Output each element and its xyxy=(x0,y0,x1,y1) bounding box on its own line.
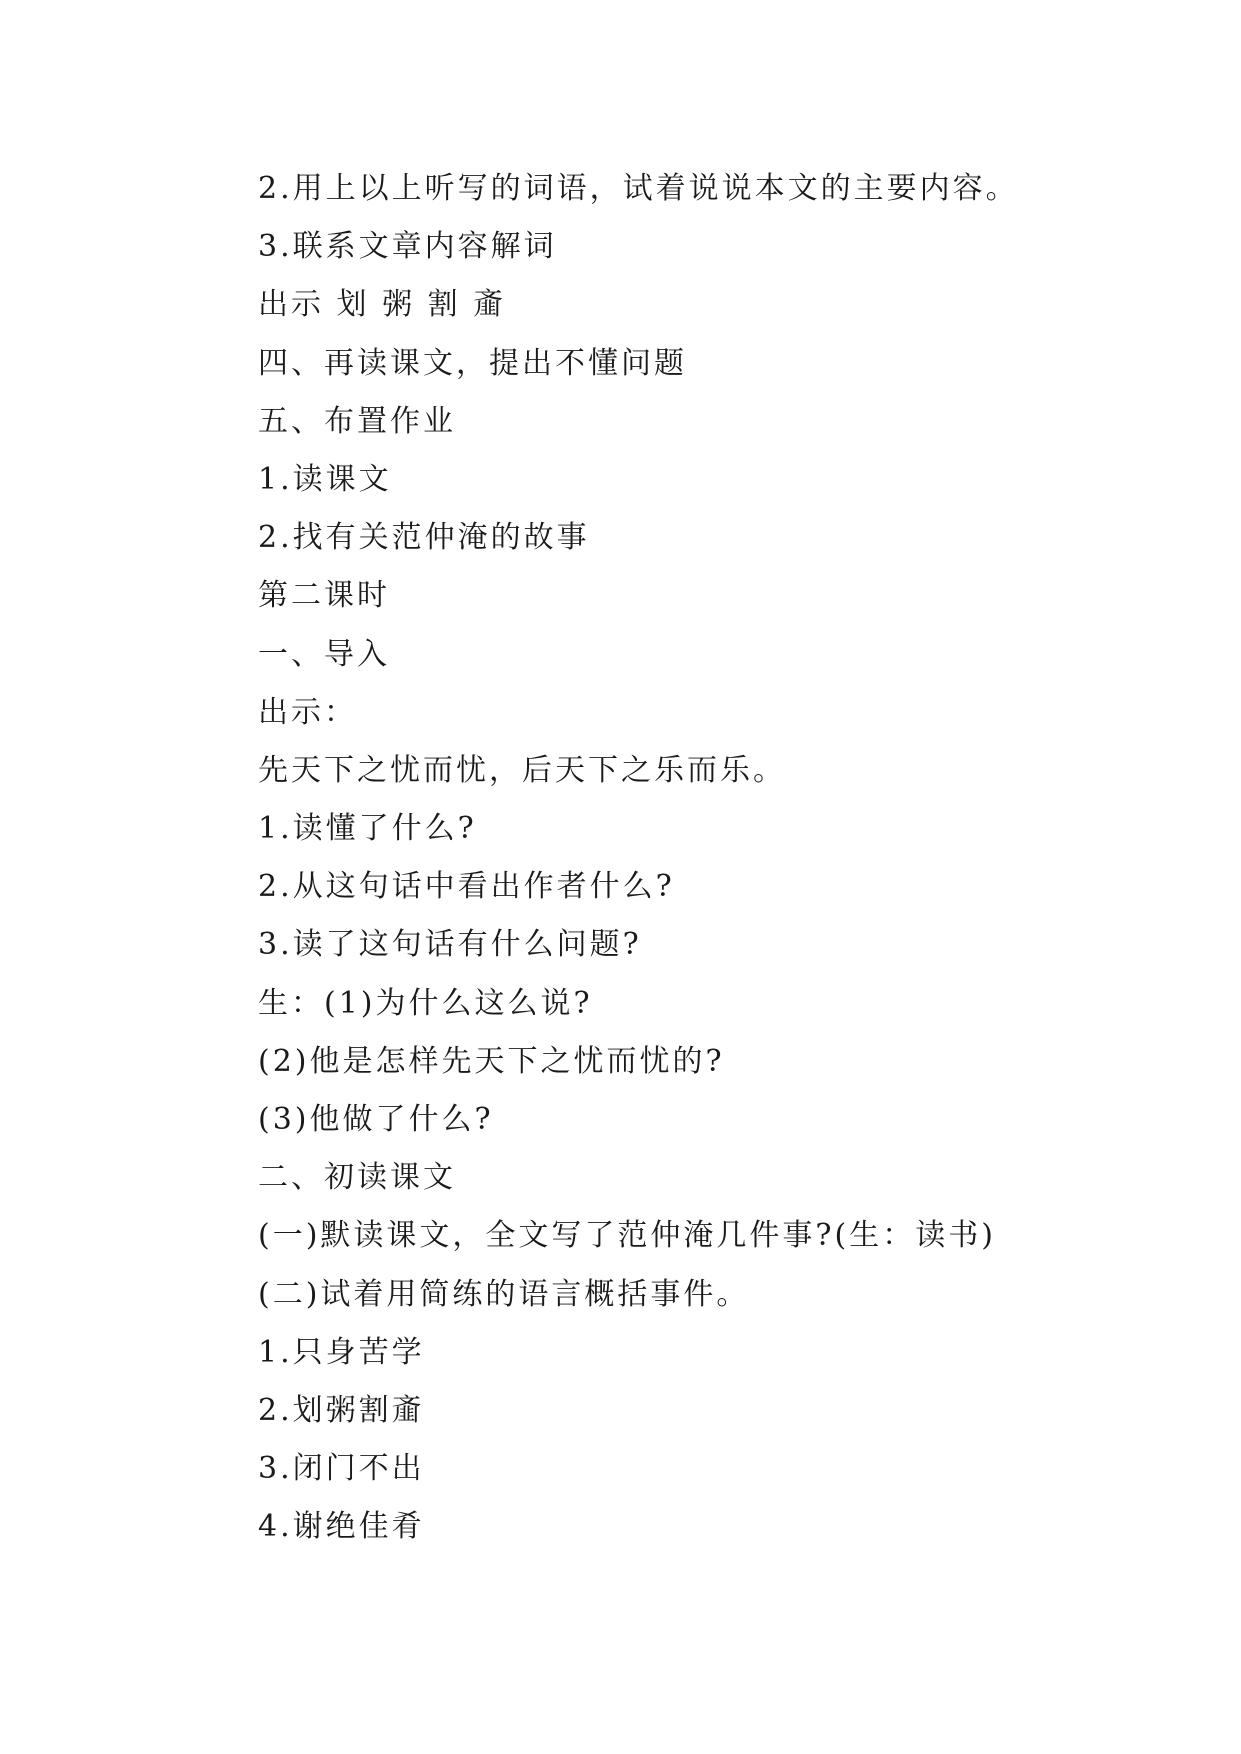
text-line: 3.读了这句话有什么问题? xyxy=(258,927,642,963)
text-line: 2.从这句话中看出作者什么? xyxy=(258,869,675,905)
section-heading: 四、再读课文，提出不懂问题 xyxy=(258,345,687,381)
quote-line: 先天下之忧而忧，后天下之乐而乐。 xyxy=(258,752,786,788)
text-line: 生：(1)为什么这么说? xyxy=(258,985,593,1021)
text-line: 3.联系文章内容解词 xyxy=(258,229,557,265)
text-line: 1.只身苦学 xyxy=(258,1334,425,1370)
text-line: 1.读懂了什么? xyxy=(258,811,477,847)
text-line: 3.闭门不出 xyxy=(258,1451,425,1487)
text-line: 出示 划 粥 割 齑 xyxy=(258,287,507,323)
text-line: 出示： xyxy=(258,694,357,730)
text-line: 2.划粥割齑 xyxy=(258,1392,425,1428)
lesson-heading: 第二课时 xyxy=(258,578,390,614)
text-line: 1.读课文 xyxy=(258,461,392,497)
text-line: (3)他做了什么? xyxy=(258,1102,494,1137)
section-heading: 五、布置作业 xyxy=(258,403,456,439)
section-heading: 一、导入 xyxy=(258,636,390,672)
document-body xyxy=(258,160,1078,1557)
text-line: (二)试着用简练的语言概括事件。 xyxy=(258,1276,750,1312)
text-line: (一)默读课文，全文写了范仲淹几件事?(生：读书) xyxy=(258,1218,996,1254)
text-line: (2)他是怎样先天下之忧而忧的? xyxy=(258,1043,725,1079)
text-line: 4.谢绝佳肴 xyxy=(258,1509,425,1545)
text-line: 2.用上以上听写的词语，试着说说本文的主要内容。 xyxy=(258,171,1019,206)
section-heading: 二、初读课文 xyxy=(258,1160,456,1196)
text-line: 2.找有关范仲淹的故事 xyxy=(258,520,590,556)
